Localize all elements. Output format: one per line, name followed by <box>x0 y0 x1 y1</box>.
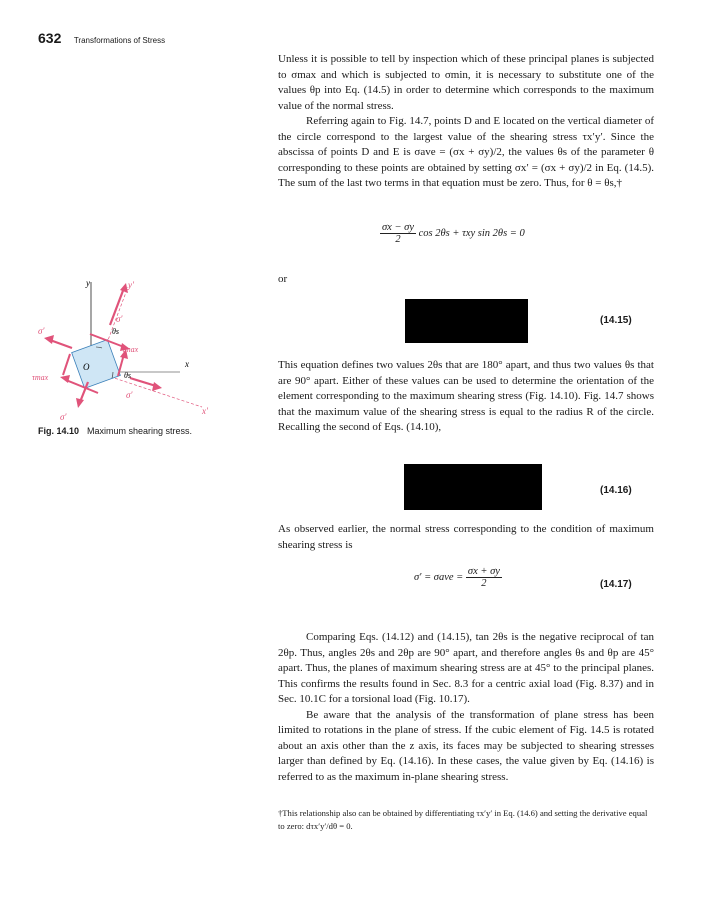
label-sigma-prime-right: σ′ <box>126 390 133 400</box>
equation-14-16-label: (14.16) <box>600 485 632 496</box>
page-number: 632 <box>38 30 62 46</box>
footnote: †This relationship also can be obtained by differentiating τx′y′ in Eq. (14.6) and setting the derivative equal to zero: dτx′y′/dθ = 0. <box>278 808 648 831</box>
equation-14-16-image <box>404 464 542 510</box>
page-header <box>38 30 165 48</box>
paragraph-1: Unless it is possible to tell by inspection which of these principal planes is subjected to σmax and which is subjected to σmin, it is necessary to substitute one of the values θp into Eq. (14.5) in order to determine which corresponds to the maximum value of the normal stress. <box>278 53 654 112</box>
figure-caption-text: Maximum shearing stress. <box>87 426 193 436</box>
label-sigma-prime-top: σ′ <box>116 314 123 324</box>
label-theta-s-top: θs <box>112 327 120 336</box>
connector-or: or <box>278 273 288 285</box>
paragraph-5: Comparing Eqs. (14.12) and (14.15), tan 2θs is the negative reciprocal of tan 2θp. Thus, angles 2θs and 2θp are 90° apart, and therefore angles θs and θp are 45° apart. Thus, the planes of maximum shearing stress are at 45° to the principal planes. This confirms the results found in Sec. 8.3 for a centric axial load (Fig. 8.37) and in Sec. 10.1C for a torsional load (Fig. 10.17). <box>278 631 654 705</box>
text-block-middle <box>278 358 654 436</box>
label-tau-max-left: τmax <box>32 373 49 382</box>
paragraph-2: Referring again to Fig. 14.7, points D and E located on the vertical diameter of the circle correspond to the largest value of the shearing stress τx′y′. Since the abscissa of points D and E is σave = (σx + σy)/2, the values θs of the parameter θ corresponding to these points are obtained by setting σx′ = (σx + σy)/2 in Eq. (14.5). The sum of the last two terms in that equation must be zero. Thus, for θ = θs,† <box>278 115 654 189</box>
equation-14-17-label: (14.17) <box>600 579 632 590</box>
paragraph-3: This equation defines two values 2θs that are 180° apart, and thus two values θs that are 90° apart. Either of these values can be used to determine the orientation of the element corresponding to the maximum shearing stress (Fig. 14.10). Fig. 14.7 shows that the maximum value of the shearing stress is equal to the radius R of the circle. Recalling the second of Eqs. (14.10), <box>278 359 654 433</box>
label-tau-max-right: τmax <box>122 345 139 354</box>
text-block-normal-stress <box>278 522 654 553</box>
figure-caption-label: Fig. 14.10 <box>38 426 80 436</box>
label-y: y <box>86 278 90 288</box>
label-origin: O <box>83 362 90 372</box>
label-y-prime: y′ <box>128 280 134 290</box>
figure-14-10 <box>30 272 230 422</box>
paragraph-4: As observed earlier, the normal stress corresponding to the condition of maximum shearing stress is <box>278 523 654 551</box>
equation-14-15-label: (14.15) <box>600 315 632 326</box>
running-title: Transformations of Stress <box>73 36 166 45</box>
label-sigma-prime-left: σ′ <box>38 326 45 336</box>
sigma-prime-arrow-left <box>50 340 72 348</box>
figure-caption <box>38 426 192 436</box>
tau-max-arrow-left <box>63 354 70 375</box>
text-block-top <box>278 52 654 192</box>
equation-14-17: σ′ = σave = $\frac{\sigma x + \sigma y}{2}$ <box>414 566 500 589</box>
text-block-bottom <box>278 630 654 785</box>
paragraph-6: Be aware that the analysis of the transformation of plane stress has been limited to rotations in the plane of stress. If the cubic element of Fig. 14.5 is rotated about an axis other than the z axis, its faces may be subjected to shearing stresses larger than defined by Eq. (14.16). In these cases, the value given by Eq. (14.16) is referred to as the maximum in-plane shearing stress. <box>278 708 654 783</box>
equation-unnumbered: $\frac{\sigma x - \sigma y}{2}$ cos 2θs + τxy sin 2θs = 0 <box>382 222 525 245</box>
label-x-prime: x′ <box>202 406 208 416</box>
equation-14-15-image <box>405 299 528 343</box>
label-x: x <box>185 359 189 369</box>
label-sigma-prime-bottom: σ′ <box>60 412 67 422</box>
label-theta-s-bottom: θs <box>124 371 132 380</box>
